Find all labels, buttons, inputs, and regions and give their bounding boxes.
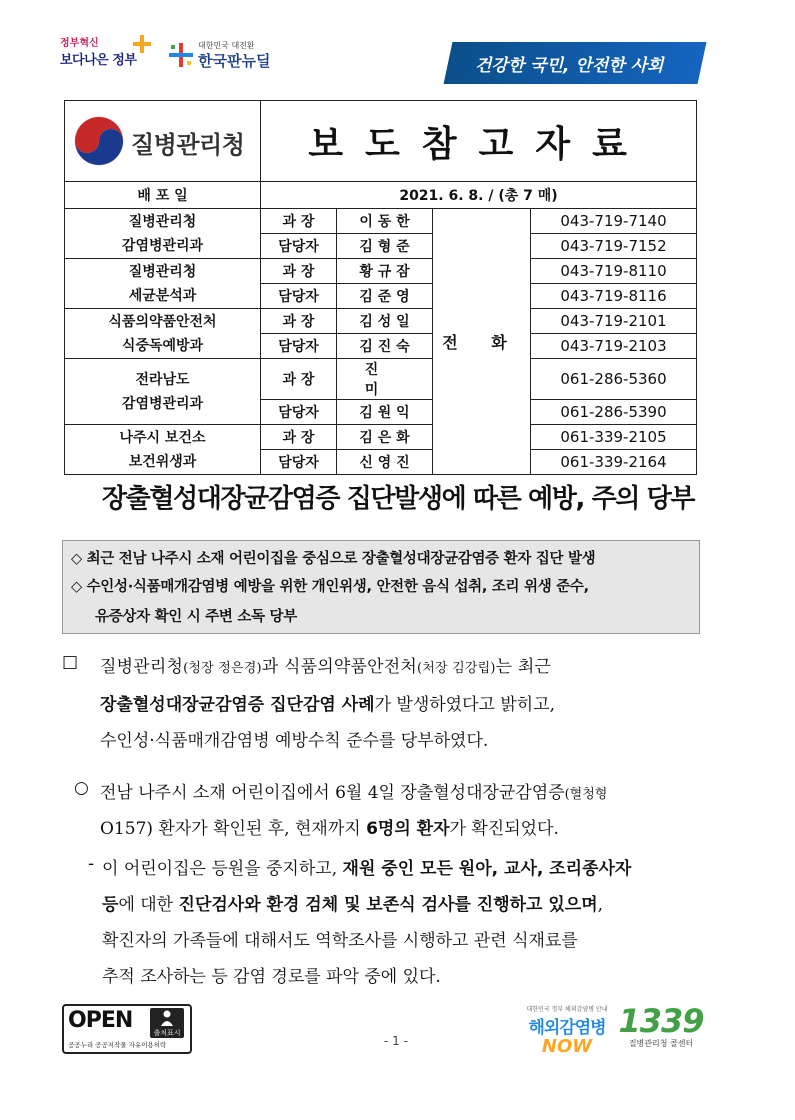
contact-role: 과 장 [261, 309, 337, 334]
contact-phone: 043-719-2103 [531, 334, 697, 359]
contact-role: 과 장 [261, 425, 337, 450]
new-deal-subtitle: 대한민국 대전환 [198, 41, 255, 50]
contact-phone: 061-339-2164 [531, 450, 697, 475]
summary-item: ◇ 최근 전남 나주시 소재 어린이집을 중심으로 장출혈성대장균감염증 환자 집단 발생 [71, 551, 596, 567]
contact-name: 신 영 진 [337, 450, 433, 475]
contact-phone: 043-719-7152 [531, 234, 697, 259]
contact-phone: 061-286-5390 [531, 400, 697, 425]
gov-logo-line2: 보다나은 정부 [60, 53, 137, 68]
paragraph-1-line-3: 수인성·식품매개감염병 예방수칙 준수를 당부하였다. [100, 731, 489, 751]
contact-role: 담당자 [261, 234, 337, 259]
square-bullet-icon: □ [62, 652, 79, 672]
headline: 장출혈성대장균감염증 집단발생에 따른 예방, 주의 당부 [101, 484, 695, 514]
open-license-badge [62, 1004, 192, 1054]
contact-name: 이 동 한 [337, 209, 433, 234]
contact-phone: 043-719-7140 [531, 209, 697, 234]
contact-role: 과 장 [261, 259, 337, 284]
paragraph-3-line-3: 확진자의 가족들에 대해서도 역학조사를 시행하고 관련 식재료를 [102, 931, 578, 951]
new-deal-title: 한국판뉴딜 [198, 52, 271, 70]
contact-role: 담당자 [261, 450, 337, 475]
contact-role: 담당자 [261, 284, 337, 309]
agency-name: 질병관리청 [131, 131, 245, 159]
press-info-table [64, 100, 697, 475]
person-icon [160, 1010, 174, 1026]
contact-agency: 식품의약품안전처 식중독예방과 [65, 309, 261, 359]
paragraph-3-line-1: 이 어린이집은 등원을 중지하고, 재원 중인 모든 원아, 교사, 조리종사자 [102, 859, 632, 879]
contact-phone: 061-286-5360 [531, 359, 697, 400]
gov-innovation-logo [60, 34, 152, 76]
contact-name: 김 은 화 [337, 425, 433, 450]
contact-agency: 나주시 보건소 보건위생과 [65, 425, 261, 475]
slogan-text: 건강한 국민, 안전한 사회 [475, 56, 664, 76]
contact-name: 황 규 잠 [337, 259, 433, 284]
open-caption: 공공누리 공공저작물 자유이용허락 [68, 1041, 167, 1049]
open-label: OPEN [68, 1008, 133, 1033]
contact-role: 과 장 [261, 359, 337, 400]
contact-name: 김 준 영 [337, 284, 433, 309]
contact-name: 진 미 [337, 359, 433, 400]
contact-role: 담당자 [261, 334, 337, 359]
page-number: - 1 - [384, 1034, 408, 1048]
contact-name: 김 형 준 [337, 234, 433, 259]
contact-phone: 061-339-2105 [531, 425, 697, 450]
press-release-title: 보도참고자료 [261, 101, 697, 182]
paragraph-2-line-2: O157) 환자가 확인된 후, 현재까지 6명의 환자가 확진되었다. [100, 819, 559, 839]
contact-name: 김 진 숙 [337, 334, 433, 359]
contact-agency: 전라남도 감염병관리과 [65, 359, 261, 425]
contact-role: 과 장 [261, 209, 337, 234]
gov-logo-line1: 정부혁신 [60, 38, 99, 49]
plus-icon [132, 34, 152, 54]
contact-agency: 질병관리청 세균분석과 [65, 259, 261, 309]
release-date-label: 배 포 일 [65, 182, 261, 209]
contact-agency: 질병관리청 감염병관리과 [65, 209, 261, 259]
paragraph-2-line-1: 전남 나주시 소재 어린이집에서 6월 4일 장출혈성대장균감염증(혈청형 [100, 783, 608, 803]
hotline-1339-logo: 1339 질병관리청 콜센터 [618, 1002, 704, 1048]
phone-label: 전 화 [433, 209, 531, 475]
attribution-badge-label: 출처표시 [153, 1029, 181, 1037]
paragraph-1-line-1: 질병관리청(청장 정은경)과 식품의약품안전처(처장 김강립)는 최근 [100, 657, 552, 677]
circle-bullet-icon: ○ [74, 778, 89, 798]
contact-role: 담당자 [261, 400, 337, 425]
summary-item-continued: 유증상자 확인 시 주변 소독 당부 [95, 609, 297, 625]
contact-name: 김 성 일 [337, 309, 433, 334]
summary-box [62, 540, 700, 634]
taegeuk-emblem-icon [73, 115, 125, 167]
release-date-value: 2021. 6. 8. / (총 7 매) [261, 182, 697, 209]
summary-item: ◇ 수인성·식품매개감염병 예방을 위한 개인위생, 안전한 음식 섭취, 조리 위생 준수, [71, 579, 589, 595]
new-deal-mark-icon [168, 42, 194, 68]
paragraph-3-line-2: 등에 대한 진단검사와 환경 검체 및 보존식 검사를 진행하고 있으며, [102, 895, 604, 915]
attribution-badge [150, 1008, 184, 1038]
overseas-infection-now-logo: 대한민국 정부 해외감염병 안내 해외감염병 NOW [526, 1006, 608, 1057]
contact-phone: 043-719-2101 [531, 309, 697, 334]
paragraph-1-line-2: 장출혈성대장균감염증 집단감염 사례가 발생하였다고 밝히고, [100, 695, 556, 715]
contact-name: 김 원 익 [337, 400, 433, 425]
agency-logo-cell [65, 101, 261, 182]
contact-phone: 043-719-8110 [531, 259, 697, 284]
paragraph-3-line-4: 추적 조사하는 등 감염 경로를 파악 중에 있다. [102, 967, 441, 987]
contact-phone: 043-719-8116 [531, 284, 697, 309]
dash-bullet: - [88, 854, 95, 874]
